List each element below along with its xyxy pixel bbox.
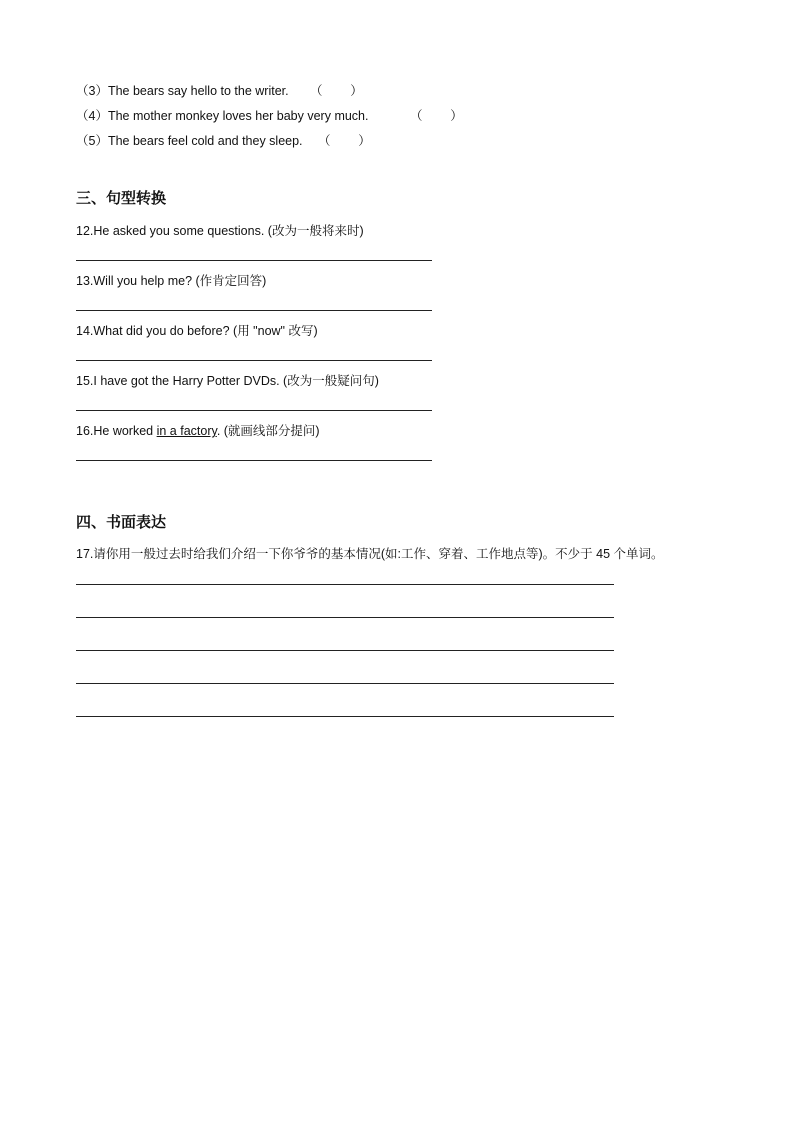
question-16-prefix: 16.He worked xyxy=(76,424,157,438)
tf-item-text: （4）The mother monkey loves her baby very much. xyxy=(76,109,369,123)
writing-line-3[interactable] xyxy=(76,650,614,651)
question-16-underlined: in a factory xyxy=(156,424,217,438)
writing-line-4[interactable] xyxy=(76,683,614,684)
tf-answer-blank[interactable]: （ ） xyxy=(318,134,371,148)
tf-item-4 xyxy=(76,106,368,124)
answer-line-14[interactable] xyxy=(76,360,432,361)
section-4-title: 四、书面表达 xyxy=(76,514,167,531)
tf-answer-blank[interactable]: （ ） xyxy=(310,84,363,98)
answer-line-16[interactable] xyxy=(76,460,432,461)
question-12: 12.He asked you some questions. (改为一般将来时) xyxy=(76,224,364,238)
question-15: 15.I have got the Harry Potter DVDs. (改为一般疑问句) xyxy=(76,374,379,388)
answer-line-12[interactable] xyxy=(76,260,432,261)
writing-line-1[interactable] xyxy=(76,584,614,585)
tf-answer-blank[interactable]: （ ） xyxy=(410,109,463,123)
writing-line-2[interactable] xyxy=(76,617,614,618)
question-16 xyxy=(76,421,320,439)
answer-line-13[interactable] xyxy=(76,310,432,311)
tf-item-text: （3）The bears say hello to the writer. xyxy=(76,84,289,98)
section-3-title: 三、句型转换 xyxy=(76,190,167,207)
tf-item-3 xyxy=(76,81,289,99)
tf-item-5 xyxy=(76,131,303,149)
question-13: 13.Will you help me? (作肯定回答) xyxy=(76,274,267,288)
tf-item-text: （5）The bears feel cold and they sleep. xyxy=(76,134,303,148)
question-16-suffix: . (就画线部分提问) xyxy=(216,424,320,438)
writing-line-5[interactable] xyxy=(76,716,614,717)
answer-line-15[interactable] xyxy=(76,410,432,411)
question-14: 14.What did you do before? (用 "now" 改写) xyxy=(76,324,318,338)
question-17: 17.请你用一般过去时给我们介绍一下你爷爷的基本情况(如:工作、穿着、工作地点等)。不少于 45 个单词。 xyxy=(76,547,664,561)
